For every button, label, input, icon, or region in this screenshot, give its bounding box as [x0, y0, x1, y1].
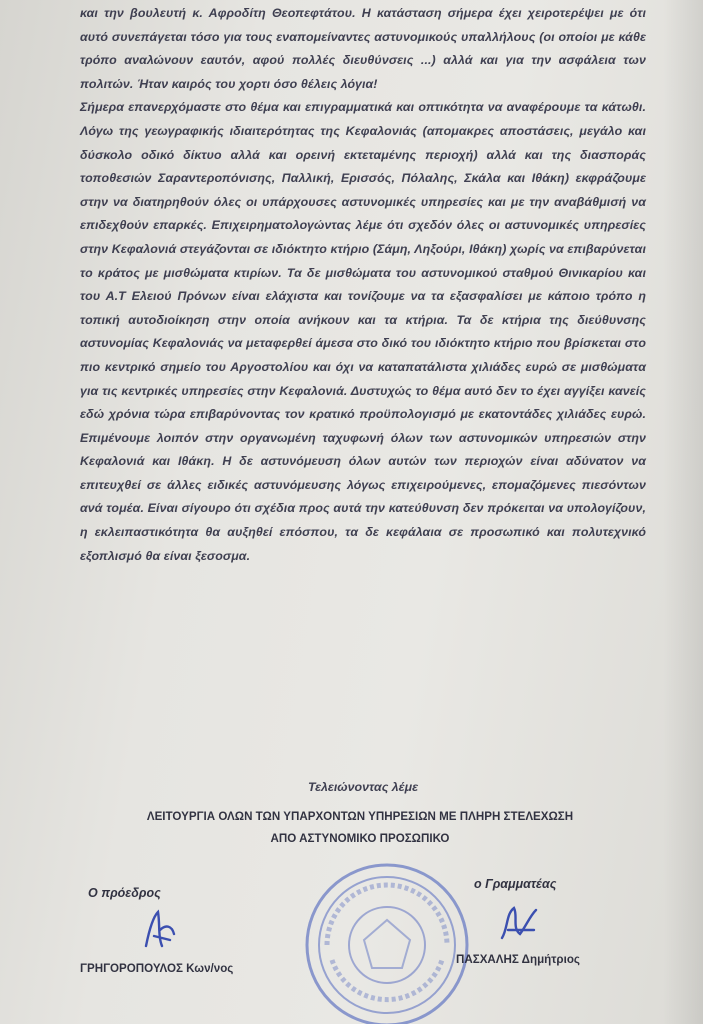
president-signature	[140, 906, 180, 952]
letter-body	[80, 2, 646, 568]
secretary-name: ΠΑΣΧΑΛΗΣ Δημήτριος	[456, 953, 580, 966]
closing-line: Τελειώνοντας λέμε	[308, 780, 418, 794]
paragraph-1: και την βουλευτή κ. Αφροδίτη Θεοπεφτάτου. Η κατάσταση σήμερα έχει χειροτερέψει με ότι αυτό συνεπάγεται τόσο για τους εναπομείναντες αστυνομικούς υπαλλήλους (οι οποίοι με κάθε τρόπο αναλώνουν εαυτόν, αφού πολλές διευθύνσεις ...) αλλά και για την ασφάλεια των πολιτών. Ήταν καιρός του χορτι όσο θέλεις λόγια!	[80, 6, 646, 91]
page-shadow	[663, 0, 703, 1024]
demand-line-1: ΛΕΙΤΟΥΡΓΙΑ ΟΛΩΝ ΤΩΝ ΥΠΑΡΧΟΝΤΩΝ ΥΠΗΡΕΣΙΩΝ ΜΕ ΠΛΗΡΗ ΣΤΕΛΕΧΩΣΗ	[146, 810, 574, 823]
secretary-role: ο Γραμματέας	[474, 877, 557, 891]
president-name: ΓΡΗΓΟΡΟΠΟΥΛΟΣ Κων/νος	[80, 962, 234, 975]
secretary-signature	[496, 900, 542, 946]
demand-block	[60, 806, 660, 850]
demand-line-2: ΑΠΟ ΑΣΤΥΝΟΜΙΚΟ ΠΡΟΣΩΠΙΚΟ	[270, 832, 450, 845]
president-role: Ο πρόεδρος	[88, 886, 161, 900]
paragraph-2: Σήμερα επανερχόμαστε στο θέμα και επιγραμματικά και οπτικότητα να αναφέρουμε τα κάτωθι. Λόγω της γεωγραφικής ιδιαιτερότητας της Κεφαλονιάς (απομακρες αποστάσεις, μεγάλο και δύσκολο οδικό δίκτυο αλλά και ορεινή εκτεταμένης περιοχή) αλλά και της διασποράς τοποθεσιών Σαραντεροπόνισης, Παλλική, Ερισσός, Πόλαλης, Σκάλα και Ιθάκη) εκφράζουμε στην να διατηρηθούν όλες οι υπάρχουσες αστυνομικές υπηρεσίες και με την αναβάθμισή να επιδεχθούν επαρκές. Επιχειρηματολογώντας λέμε ότι σχεδόν όλες οι αστυνομικές υπηρεσίες στην Κεφαλονιά στεγάζονται σε ιδιόκτητο κτήριο (Σάμη, Ληξούρι, Ιθάκη) χωρίς να επιβαρύνεται το κράτος με μισθώματα κτιρίων. Τα δε μισθώματα του αστυνομικού σταθμού Θινικαρίου και του Α.Τ Ελειού Πρόνων είναι ελάχιστα και τονίζουμε να τα εξασφαλίσει με κάποιο τρόπο η τοπική αυτοδιοίκηση στην οποία ανήκουν και τα κτήρια. Τα δε κτήρια της διεύθυνσης αστυνομίας Κεφαλονιάς να μεταφερθεί άμεσα στο δικό του ιδιόκτητο κτήριο που βρίσκεται στο πιο κεντρικό σημείο του Αργοστολίου και όχι να καταπατάλιστα χιλιάδες ευρώ σε μισθώματα για τις κεντρικές υπηρεσίες στην Κεφαλονιά. Δυστυχώς το θέμα αυτό δεν το έχει αγγίξει κανείς εδώ χρόνια τώρα επιβαρύνοντας τον κρατικό προϋπολογισμό με εκατοντάδες χιλιάδες ευρώ. Επιμένουμε λοιπόν στην οργανωμένη ταχυφωνή όλων των αστυνομικών υπηρεσιών στην Κεφαλονιά και Ιθάκη. Η δε αστυνόμευση όλων αυτών των περιοχών είναι αδύνατον να επιτευχθεί σε άλλες ειδικές αστυνόμευσης λόγως επιχειρούμενες, επομαζόμενες πιεσόντων ανά τομέα. Είναι σίγουρο ότι σχέδια προς αυτά την κατεύθυνση δεν πρόκειται να υπολογίζουν, η εκλειπαστικότητα θα αυξηθεί επόσπου, τα δε κεφάλαια σε προσωπικό και πολυτεχνικό εξοπλισμό θα είναι ξεσοσμα.	[80, 100, 646, 563]
union-stamp-seal	[302, 860, 472, 1024]
